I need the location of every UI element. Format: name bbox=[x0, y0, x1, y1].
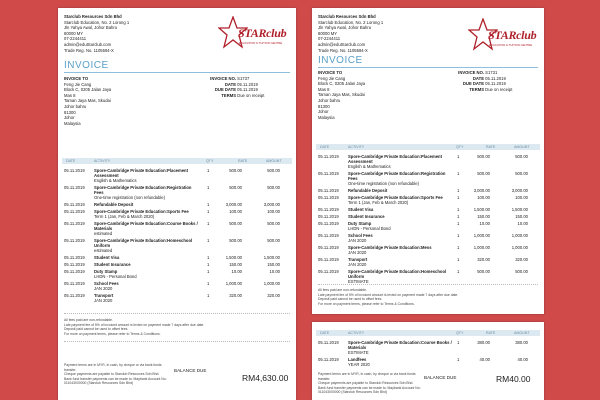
invoice-page-2-continued bbox=[312, 322, 544, 400]
company-line: 07-2244411 bbox=[318, 36, 341, 42]
note-line: Late payment fee of 5% of invoiced amount is levied on payment made 7 days after due date. bbox=[64, 322, 205, 327]
col-date: DATE bbox=[66, 159, 76, 163]
row-amount: 3,000.00 bbox=[263, 202, 280, 207]
row-activity: Spore-Cambridge Private Education:Registration Fees bbox=[348, 171, 446, 181]
row-date: 05.11.2019 bbox=[318, 233, 339, 238]
company-line: Trade Reg. No. 1105594-X bbox=[64, 47, 114, 53]
col-activity: ACTIVITY bbox=[94, 159, 111, 163]
row-qty: 1 bbox=[457, 188, 460, 193]
row-activity: Duty Stamp bbox=[94, 269, 118, 274]
row-amount: 1,500.00 bbox=[511, 207, 528, 212]
notes bbox=[64, 318, 204, 336]
row-qty: 1 bbox=[207, 281, 210, 286]
row-rate: 500.00 bbox=[229, 185, 242, 190]
note-line: For more on payment terms, please refer to Terms & Conditions. bbox=[64, 331, 161, 336]
row-description: One-time registration (non refundable) bbox=[348, 181, 419, 186]
row-qty: 1 bbox=[457, 214, 460, 219]
row-description: Term 1 (Jan, Feb & March 2020) bbox=[94, 214, 155, 219]
row-amount: 1,000.00 bbox=[511, 245, 528, 250]
bill-to-line: Feng Jie Cang bbox=[318, 75, 346, 81]
row-amount: 500.00 bbox=[515, 269, 528, 274]
row-description: LHDN - Personal Bond bbox=[94, 274, 137, 279]
row-qty: 1 bbox=[457, 233, 460, 238]
bill-to-line: Block C, 0205 Jalan Jaya bbox=[64, 87, 112, 93]
row-rate: 3,000.00 bbox=[225, 202, 242, 207]
row-activity: Transport bbox=[94, 293, 114, 298]
company-line: admin@eduStarclub.com bbox=[64, 41, 112, 47]
payment-terms bbox=[318, 372, 422, 395]
balance-due-amount: RM4,630.00 bbox=[242, 373, 289, 383]
bill-to-line: 81300 bbox=[64, 109, 76, 115]
note-line: All fees paid are non-refundable. bbox=[64, 318, 114, 322]
invoice-page-1 bbox=[58, 8, 296, 400]
row-date: 05.11.2019 bbox=[318, 171, 339, 176]
invoice-no: S1737 bbox=[237, 76, 250, 81]
row-description: English & Mathematics bbox=[94, 178, 137, 183]
title-rule bbox=[318, 67, 538, 68]
due-date: 05.11.2019 bbox=[237, 87, 258, 93]
row-qty: 1 bbox=[207, 185, 210, 190]
invoice-no-label: INVOICE NO. bbox=[458, 70, 484, 75]
invoice-meta bbox=[446, 70, 512, 92]
row-description: ESTIMATE bbox=[348, 279, 369, 284]
bill-to bbox=[64, 76, 111, 126]
bill-to-heading: INVOICE TO bbox=[64, 76, 89, 81]
row-date: 05.11.2019 bbox=[318, 269, 339, 274]
company-name: Starclub Resources Sdn Bhd bbox=[318, 14, 376, 19]
logo-subtext: EDUCATION & TUITION CENTRE bbox=[239, 41, 283, 45]
row-description: JAN 2020 bbox=[94, 298, 113, 303]
row-date: 05.11.2019 bbox=[64, 202, 85, 207]
row-amount: 1,000.00 bbox=[263, 281, 280, 286]
date-label: DATE bbox=[472, 75, 484, 81]
row-description: estimated bbox=[94, 248, 113, 253]
row-activity: Duty Stamp bbox=[348, 221, 372, 226]
row-rate: 380.00 bbox=[477, 340, 490, 345]
row-amount: 100.00 bbox=[515, 195, 528, 200]
terms-label: TERMS bbox=[221, 92, 236, 98]
row-activity: Student Visa bbox=[348, 207, 374, 212]
company-block bbox=[64, 14, 129, 53]
row-description: LHDN - Personal Bond bbox=[348, 226, 391, 231]
row-date: 05.11.2019 bbox=[64, 185, 85, 190]
notes bbox=[318, 288, 458, 306]
col-rate: RATE bbox=[486, 331, 496, 335]
note-line: All fees paid are non-refundable. bbox=[318, 288, 368, 292]
row-description: One-time registration (non refundable) bbox=[94, 195, 165, 200]
row-qty: 1 bbox=[207, 255, 210, 260]
col-date: DATE bbox=[320, 145, 330, 149]
row-amount: 1,000.00 bbox=[511, 233, 528, 238]
row-qty: 1 bbox=[207, 293, 210, 298]
row-qty: 1 bbox=[207, 168, 210, 173]
row-qty: 1 bbox=[207, 209, 210, 214]
row-description: JAN 2020 bbox=[348, 262, 367, 267]
row-qty: 1 bbox=[457, 340, 460, 345]
row-amount: 500.00 bbox=[267, 168, 280, 173]
row-description: YEAR 2020 bbox=[348, 362, 370, 367]
payment-line: Payment terms are in MYR, in cash, by cheque or via bank funds transfer. bbox=[318, 372, 416, 381]
row-amount: 150.00 bbox=[267, 262, 280, 267]
row-qty: 1 bbox=[207, 221, 210, 226]
payment-terms bbox=[64, 363, 172, 386]
company-name: Starclub Resources Sdn Bhd bbox=[64, 14, 122, 19]
row-date: 05.11.2019 bbox=[64, 168, 85, 173]
row-qty: 1 bbox=[457, 221, 460, 226]
date-label: DATE bbox=[224, 81, 236, 87]
payment-line: Bank fund transfer payments can be made to: Maybank Account No: 011043000000 (Starclub Resources Sdn Bhd) bbox=[318, 385, 421, 395]
row-amount: 500.00 bbox=[515, 171, 528, 176]
company-line: Jln Yahya Awal, Johor Bahru bbox=[318, 25, 372, 31]
bill-to-heading: INVOICE TO bbox=[318, 70, 343, 75]
terms: Due on receipt bbox=[237, 92, 265, 98]
terms-label: TERMS bbox=[469, 86, 484, 92]
row-date: 05.11.2019 bbox=[318, 207, 339, 212]
row-activity: Spore-Cambridge Private Education:Sports Fee bbox=[94, 209, 189, 214]
row-activity: Spore-Cambridge Private Education:Registration Fees bbox=[94, 185, 192, 195]
row-description: Term 1 (Jan, Feb & March 2020) bbox=[348, 200, 409, 205]
row-amount: 1,500.00 bbox=[263, 255, 280, 260]
row-date: 05.11.2019 bbox=[318, 154, 339, 159]
row-amount: 150.00 bbox=[515, 214, 528, 219]
row-date: 05.11.2019 bbox=[318, 245, 339, 250]
row-date: 05.11.2019 bbox=[318, 340, 339, 345]
bill-to-line: Johor bbox=[64, 115, 75, 121]
row-qty: 1 bbox=[207, 269, 210, 274]
row-qty: 1 bbox=[207, 238, 210, 243]
row-date: 05.11.2019 bbox=[318, 214, 339, 219]
row-description: JAN 2020 bbox=[348, 238, 367, 243]
row-activity: School Fees bbox=[94, 281, 119, 286]
invoice-meta bbox=[198, 76, 264, 98]
table-end-rule bbox=[318, 284, 538, 285]
col-rate: RATE bbox=[486, 145, 496, 149]
invoice-date: 05.11.2019 bbox=[485, 75, 506, 81]
note-line: Deposit paid cannot be used to offset fees. bbox=[318, 297, 383, 302]
col-amount: AMOUNT bbox=[514, 331, 530, 335]
payment-line: Payment terms are in MYR, in cash, by cheque or via bank funds transfer. bbox=[64, 363, 162, 372]
company-line: Trade Reg. No. 1105594-X bbox=[318, 47, 368, 53]
company-line: admin@eduStarclub.com bbox=[318, 41, 366, 47]
logo-text: STARclub bbox=[488, 28, 537, 42]
row-rate: 1,500.00 bbox=[473, 207, 490, 212]
invoice-title: INVOICE bbox=[64, 60, 109, 71]
row-rate: 100.00 bbox=[477, 195, 490, 200]
payment-line: Bank fund transfer payments can be made to: Maybank Account No: 011043000000 (Starclub Resources Sdn Bhd) bbox=[64, 376, 167, 386]
row-amount: 320.00 bbox=[515, 257, 528, 262]
bill-to-line: Block C, 0205 Jalan Jaya bbox=[318, 81, 366, 87]
row-rate: 500.00 bbox=[477, 154, 490, 159]
row-activity: Spore-Cambridge Private Education:Placement Assessment bbox=[348, 154, 443, 164]
row-rate: 150.00 bbox=[477, 214, 490, 219]
bill-to-line: Taman Jaya Mas, Skudai bbox=[318, 92, 365, 98]
row-description: ESTIMATE bbox=[348, 350, 369, 355]
terms: Due on receipt bbox=[485, 86, 513, 92]
row-amount: 380.00 bbox=[515, 340, 528, 345]
row-rate: 1,000.00 bbox=[473, 245, 490, 250]
bill-to-line: Malaysia bbox=[318, 114, 335, 120]
row-qty: 1 bbox=[457, 269, 460, 274]
col-amount: AMOUNT bbox=[514, 145, 530, 149]
bill-to-line: 81300 bbox=[318, 103, 330, 109]
bill-to-line: Mas 8 bbox=[318, 86, 330, 92]
row-amount: 40.00 bbox=[517, 357, 528, 362]
notes-rule bbox=[64, 341, 290, 342]
row-rate: 40.00 bbox=[479, 357, 490, 362]
bill-to bbox=[318, 70, 365, 120]
bill-to-line: Mas 8 bbox=[64, 92, 76, 98]
balance-due-label: BALANCE DUE bbox=[424, 375, 457, 380]
due-date: 05.11.2019 bbox=[485, 81, 506, 87]
row-amount: 500.00 bbox=[267, 185, 280, 190]
bill-to-line: Johor bbox=[318, 109, 329, 115]
row-date: 05.11.2019 bbox=[64, 209, 85, 214]
balance-due-amount: RM40.00 bbox=[496, 374, 531, 384]
row-activity: Spore-Cambridge Private Education:Homeschool Uniform bbox=[348, 269, 447, 279]
row-rate: 500.00 bbox=[229, 168, 242, 173]
row-qty: 1 bbox=[207, 262, 210, 267]
row-rate: 320.00 bbox=[229, 293, 242, 298]
payment-line: Cheque payments are payable to Starclub Resources Sdn Bhd. bbox=[318, 381, 414, 386]
row-qty: 1 bbox=[457, 154, 460, 159]
row-activity: School Fees bbox=[348, 233, 373, 238]
row-rate: 10.00 bbox=[231, 269, 242, 274]
company-line: 07-2244411 bbox=[64, 36, 87, 42]
due-date-label: DUE DATE bbox=[214, 87, 236, 93]
table-end-rule bbox=[64, 313, 290, 314]
invoice-no: S1731 bbox=[485, 70, 498, 75]
row-activity: Landfees bbox=[348, 357, 367, 362]
row-date: 05.11.2019 bbox=[318, 221, 339, 226]
row-date: 05.11.2019 bbox=[64, 221, 85, 226]
logo-text: STARclub bbox=[238, 26, 287, 40]
row-date: 05.11.2019 bbox=[64, 262, 85, 267]
row-qty: 1 bbox=[457, 257, 460, 262]
row-amount: 10.00 bbox=[517, 221, 528, 226]
row-amount: 10.00 bbox=[269, 269, 280, 274]
row-rate: 1,000.00 bbox=[225, 281, 242, 286]
row-amount: 500.00 bbox=[267, 238, 280, 243]
row-date: 05.11.2019 bbox=[318, 357, 339, 362]
invoice-page-2 bbox=[312, 8, 544, 314]
row-qty: 1 bbox=[457, 207, 460, 212]
row-date: 05.11.2019 bbox=[64, 269, 85, 274]
row-date: 05.11.2019 bbox=[64, 255, 85, 260]
company-line: Starclub Education, No. 2 Lorong 1 bbox=[318, 19, 384, 25]
row-amount: 320.00 bbox=[267, 293, 280, 298]
row-rate: 10.00 bbox=[479, 221, 490, 226]
row-date: 05.11.2019 bbox=[318, 195, 339, 200]
col-rate: RATE bbox=[238, 159, 248, 163]
table-header bbox=[316, 144, 540, 150]
row-date: 05.11.2019 bbox=[318, 188, 339, 193]
col-qty: QTY bbox=[206, 159, 214, 163]
row-description: English & Mathematics bbox=[348, 164, 391, 169]
row-rate: 500.00 bbox=[229, 238, 242, 243]
row-amount: 500.00 bbox=[267, 221, 280, 226]
row-description: estimated bbox=[94, 231, 113, 236]
row-qty: 1 bbox=[457, 171, 460, 176]
table-header bbox=[62, 158, 292, 164]
bill-to-line: Malaysia bbox=[64, 120, 81, 126]
row-qty: 1 bbox=[457, 195, 460, 200]
balance-due-label: BALANCE DUE bbox=[174, 368, 207, 373]
starclub-logo bbox=[218, 16, 288, 52]
row-activity: Spore-Cambridge Private Education:Homeschool Uniform bbox=[94, 238, 193, 248]
col-activity: ACTIVITY bbox=[348, 331, 365, 335]
bill-to-line: Feng Jie Cang bbox=[64, 81, 92, 87]
row-activity: Spore-Cambridge Private Education:Mess bbox=[348, 245, 432, 250]
company-line: Jln Yahya Awal, Johor Bahru bbox=[64, 25, 118, 31]
due-date-label: DUE DATE bbox=[462, 81, 484, 87]
row-activity: Transport bbox=[348, 257, 368, 262]
row-activity: Refundable Deposit bbox=[348, 188, 388, 193]
row-activity: Student Visa bbox=[94, 255, 120, 260]
bill-to-line: Johor bahru bbox=[64, 103, 87, 109]
row-date: 05.11.2019 bbox=[64, 281, 85, 286]
row-activity: Student Insurance bbox=[94, 262, 131, 267]
col-qty: QTY bbox=[456, 331, 464, 335]
row-rate: 150.00 bbox=[229, 262, 242, 267]
row-activity: Spore-Cambridge Private Education:Sports Fee bbox=[348, 195, 443, 200]
title-rule bbox=[64, 72, 290, 73]
company-line: 80000 MY bbox=[318, 30, 338, 36]
note-line: Deposit paid cannot be used to offset fees. bbox=[64, 327, 129, 332]
bill-to-line: Taman Jaya Mas, Skudai bbox=[64, 98, 111, 104]
bill-to-line: Johor bahru bbox=[318, 97, 341, 103]
row-activity: Refundable Deposit bbox=[94, 202, 134, 207]
row-activity: Spore-Cambridge Private Education:Course Books / Materials bbox=[94, 221, 198, 231]
row-date: 05.11.2019 bbox=[318, 257, 339, 262]
row-rate: 500.00 bbox=[229, 221, 242, 226]
logo-subtext: EDUCATION & TUITION CENTRE bbox=[489, 43, 533, 47]
company-line: 80000 MY bbox=[64, 30, 84, 36]
row-date: 05.11.2019 bbox=[64, 238, 85, 243]
invoice-date: 05.11.2019 bbox=[237, 81, 258, 87]
row-description: JAN 2020 bbox=[94, 286, 113, 291]
row-activity: Spore-Cambridge Private Education:Placement Assessment bbox=[94, 168, 189, 178]
row-rate: 100.00 bbox=[229, 209, 242, 214]
starclub-logo bbox=[468, 18, 538, 54]
row-date: 05.11.2019 bbox=[64, 293, 85, 298]
row-amount: 100.00 bbox=[267, 209, 280, 214]
company-block bbox=[318, 14, 383, 53]
row-rate: 1,500.00 bbox=[225, 255, 242, 260]
note-line: For more on payment terms, please refer to Terms & Conditions. bbox=[318, 301, 415, 306]
table-header bbox=[316, 330, 540, 336]
invoice-no-label: INVOICE NO. bbox=[210, 76, 236, 81]
row-rate: 500.00 bbox=[477, 171, 490, 176]
col-date: DATE bbox=[320, 331, 330, 335]
row-amount: 500.00 bbox=[515, 154, 528, 159]
row-qty: 1 bbox=[457, 357, 460, 362]
invoice-title: INVOICE bbox=[318, 55, 363, 66]
row-activity: Student Insurance bbox=[348, 214, 385, 219]
row-description: JAN 2020 bbox=[348, 250, 367, 255]
col-qty: QTY bbox=[456, 145, 464, 149]
row-activity: Spore-Cambridge Private Education:Course Books / Materials bbox=[348, 340, 452, 350]
col-amount: AMOUNT bbox=[266, 159, 282, 163]
row-qty: 1 bbox=[457, 245, 460, 250]
company-line: Starclub Education, No. 2 Lorong 1 bbox=[64, 19, 130, 25]
payment-line: Cheque payments are payable to Starclub Resources Sdn Bhd. bbox=[64, 372, 160, 377]
row-amount: 3,000.00 bbox=[511, 188, 528, 193]
row-qty: 1 bbox=[207, 202, 210, 207]
row-rate: 320.00 bbox=[477, 257, 490, 262]
row-rate: 500.00 bbox=[477, 269, 490, 274]
col-activity: ACTIVITY bbox=[348, 145, 365, 149]
row-rate: 3,000.00 bbox=[473, 188, 490, 193]
row-rate: 1,000.00 bbox=[473, 233, 490, 238]
note-line: Late payment fee of 5% of invoiced amount is levied on payment made 7 days after due date. bbox=[318, 292, 459, 297]
